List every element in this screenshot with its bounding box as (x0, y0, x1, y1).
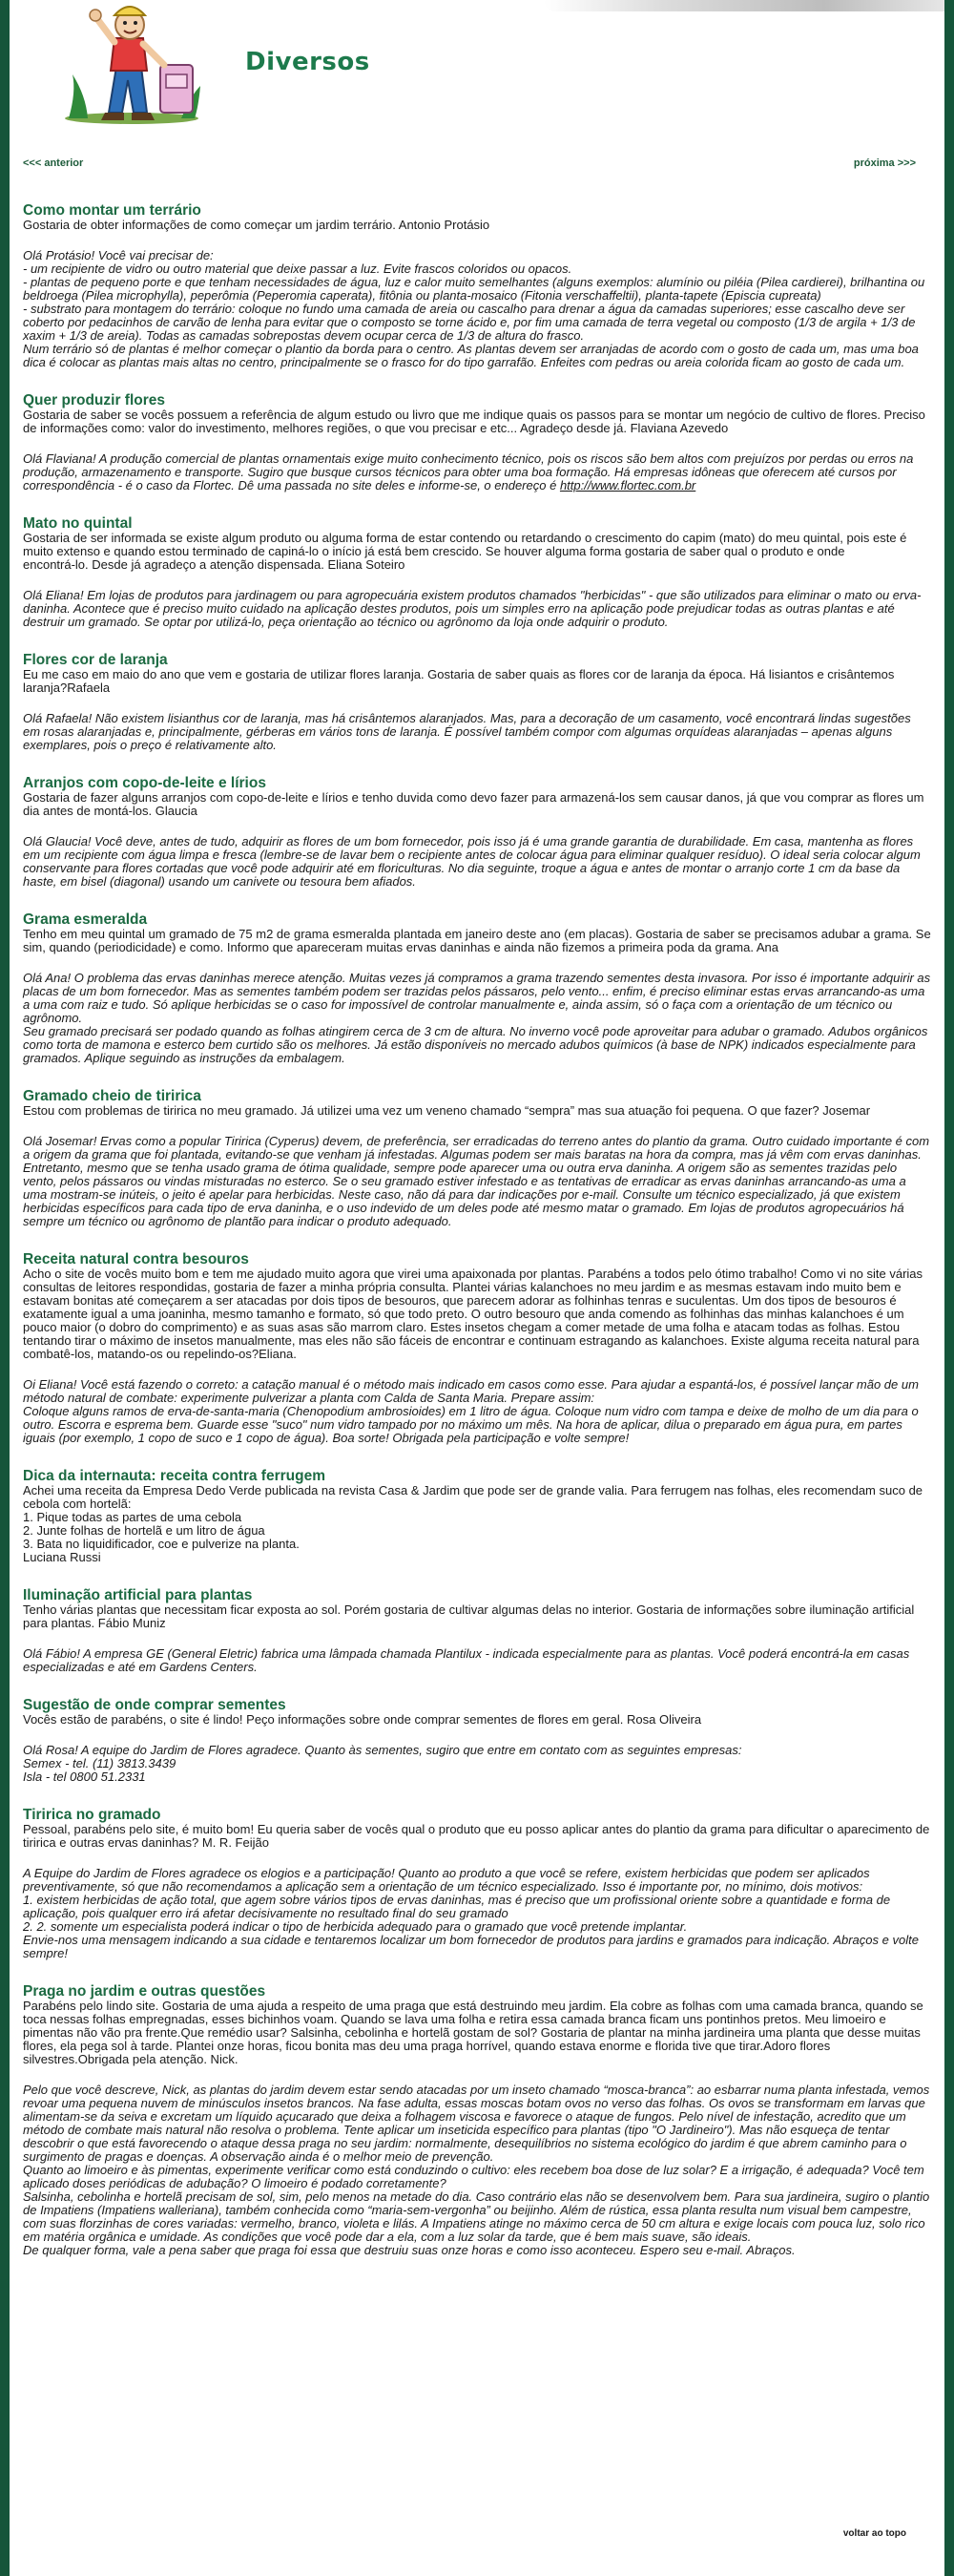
qa-question: Gostaria de ser informada se existe algum produto ou alguma forma de estar contendo ou retardando o crescimento do capim (mato) do meu quintal, pois este é muito extenso e quando estou terminado de capiná-lo o início já está bem crescido. Se houver alguma forma gostaria de saber qual o produto e onde encontrá-lo. Desde já agradeço a atenção dispensada. Eliana Soteiro (23, 531, 907, 572)
qa-answer-text: Olá Flaviana! A produção comercial de plantas ornamentais exige muito conhecimento técnico, pois os riscos são bem altos com prejuízos por perdas ou erros na produção, armazenamento e transporte. Sugiro que busque cursos técnicos para obter uma boa formação. Há empresas idôneas que oferecem até cursos por correspondência - é o caso da Flortec. Dê uma passada no site deles e informe-se, o endereço é (23, 451, 914, 492)
pagination-nav (23, 157, 925, 173)
qa-question: Acho o site de vocês muito bom e tem me ajudado muito agora que virei uma apaixonada por plantas. Parabéns a todos pelo ótimo trabalho! Como vi no site várias consultas de leitores respondidas, gostaria de fazer a minha própria consulta. Plantei várias kalanchoes no meu jardim e as mesmas estavam indo muito bem e estavam bonitas até começarem a ser atacadas por dois tipos de besouros, que parecem adorar as folhinhas tenras e suculentas. Um dos tipos de besouros é exatamente igual a uma joaninha, mesmo tamanho e formato, só que todo preto. O outro besouro que anda comendo as folhinhas das minhas kalanchoes é um pouco maior (o dobro do comprimento) e as suas asas são marrom claro. Estes insetos chegam a comer metade de uma folha e atacam todas as folhas. Estou tentando tirar o máximo de insetos manualmente, mas eles não são fáceis de encontrar e continuam estragando as kalanchoes. Existe alguma receita natural para combatê-los, matando-os ou repelindo-os?Eliana. (23, 1267, 923, 1361)
qa-section-produzir-flores (23, 392, 931, 492)
qa-title: Tiririca no gramado (23, 1807, 161, 1823)
qa-question: Eu me caso em maio do ano que vem e gostaria de utilizar flores laranja. Gostaria de saber quais as flores cor de laranja da época. Há lisiantos e crisântemos laranja?Rafaela (23, 667, 895, 695)
footer (843, 2528, 906, 2539)
qa-list (23, 202, 931, 2280)
qa-section-praga (23, 1983, 931, 2257)
qa-title: Gramado cheio de tiririca (23, 1088, 201, 1104)
qa-section-iluminacao (23, 1587, 931, 1674)
qa-answer: Oi Eliana! Você está fazendo o correto: a catação manual é o método mais indicado em casos como esse. Para ajudar a espantá-los, é possível lançar mão de um método natural de combate: experimente pulverizar a planta com Calda de Santa Maria. Prepare assim: Coloque alguns ramos de erva-de-santa-maria (Chenopodium ambrosioides) em 1 litro de água. Coloque num vidro com tampa e deixe de molho de um dia para o outro. Escorra e esprema bem. Guarde esse "suco" num vidro tampado por no máximo um mês. Na hora de aplicar, dilua o preparado em água pura, em partes iguais (por exemplo, 1 copo de suco e 1 copo de água). Boa sorte! Obrigada pela participação e volte sempre! (23, 1377, 919, 1445)
qa-title: Arranjos com copo-de-leite e lírios (23, 775, 266, 791)
qa-section-arranjos (23, 775, 931, 889)
qa-title: Mato no quintal (23, 515, 133, 532)
qa-title: Flores cor de laranja (23, 652, 168, 668)
qa-section-sementes (23, 1697, 931, 1784)
qa-title: Dica da internauta: receita contra ferrugem (23, 1468, 325, 1484)
qa-question: Gostaria de saber se vocês possuem a referência de algum estudo ou livro que me indique quais os passos para se montar um negócio de cultivo de flores. Preciso de informações como: valor do investimento, melhores regiões, o que vou precisar e etc... Agradeço desde já. Flaviana Azevedo (23, 408, 925, 435)
qa-title: Sugestão de onde comprar sementes (23, 1697, 286, 1713)
qa-question: Gostaria de obter informações de como começar um jardim terrário. Antonio Protásio (23, 218, 490, 232)
qa-section-besouros (23, 1251, 931, 1445)
qa-answer (23, 452, 931, 492)
qa-question: Achei uma receita da Empresa Dedo Verde publicada na revista Casa & Jardim que pode ser de grande valia. Para ferrugem nas folhas, eles recomendam suco de cebola com hortelã: 1. Pique todas as partes de uma cebola 2. Junte folhas de hortelã e um litro de água 3. Bata no liquidificador, coe e pulverize na planta. Luciana Russi (23, 1483, 923, 1564)
qa-question: Tenho várias plantas que necessitam ficar exposta ao sol. Porém gostaria de cultivar algumas delas no interior. Gostaria de informações sobre iluminação artificial para plantas. Fábio Muniz (23, 1602, 915, 1630)
qa-answer: Pelo que você descreve, Nick, as plantas do jardim devem estar sendo atacadas por um inseto chamado “mosca-branca”: ao esbarrar numa planta infestada, vemos revoar uma pequena nuvem de minúsculos insetos brancos. Na fase adulta, essas moscas botam ovos no verso das folhas. Os ovos se transformam em larvas que alimentam-se da seiva e excretam um líquido açucarado que deixa a folhagem viscosa e favorece o ataque de fungos. Pelo nível de infestação, acredito que um método de combate mais natural não resolva o problema. Tente aplicar um inseticida específico para plantas (tipo "O Jardineiro"). Mas não esqueça de tentar descobrir o que está favorecendo o ataque dessa praga no seu jardim: normalmente, desequilíbrios no sistema ecológico do jardim é que abrem caminho para o surgimento de pragas e doenças. A observação ainda é o melhor meio de prevenção. Quanto ao limoeiro e às pimentas, experimente verificar como está conduzindo o cultivo: eles recebem boa dose de luz solar? E a irrigação, é adequada? Você tem aplicado doses periódicas de adubação? O limoeiro é podado corretamente? Salsinha, cebolinha e hortelã precisam de sol, sim, pelo menos na metade do dia. Caso contrário elas não se desenvolvem bem. Para sua jardineira, sugiro o plantio de Impatiens (Impatiens walleriana), também conhecida como “maria-sem-vergonha” ou beijinho. Além de rústica, essa planta resulta num visual bem campestre, com suas florzinhas de cores variadas: vermelho, branco, violeta e lilás. A Impatiens atinge no máximo cerca de 50 cm altura e exige locais com pouca luz, solo rico em matéria orgânica e umidade. As condições que você pode dar a ela, com a luz solar da tarde, que é bem mais suave, são ideais. De qualquer forma, vale a pena saber que praga foi essa que destruiu suas onze horas e como isso aconteceu. Espero seu e-mail. Abraços. (23, 2083, 930, 2257)
qa-question: Tenho em meu quintal um gramado de 75 m2 de grama esmeralda plantada em janeiro deste ano (em placas). Gostaria de saber se precisamos adubar a grama. Se sim, quando (periodicidade) e como. Informo que apareceram muitas ervas daninhas e ainda não fizemos a primeira poda da grama. Ana (23, 927, 931, 954)
qa-title: Quer produzir flores (23, 392, 165, 408)
decorative-ribbon (544, 0, 944, 11)
qa-question: Estou com problemas de tiririca no meu gramado. Já utilizei uma vez um veneno chamado “sempra” mas sua atuação foi pequena. O que fazer? Josemar (23, 1103, 871, 1118)
qa-section-terrario (23, 202, 931, 369)
qa-answer: A Equipe do Jardim de Flores agradece os elogios e a participação! Quanto ao produto a que você se refere, existem herbicidas que podem ser aplicados preventivamente, só que não recomendamos a aplicação sem a orientação de um técnico especializado. Isso é importante por, no mínimo, dois motivos: 1. existem herbicidas de ação total, que agem sobre vários tipos de ervas daninhas, mas é preciso que um profissional oriente sobre a quantidade e forma de aplicação, pois qualquer erro irá afetar decisivamente no resultado final do seu gramado 2. 2. somente um especialista poderá indicar o tipo de herbicida adequado para o gramado que você pretende implantar. Envie-nos uma mensagem indicando a sua cidade e tentaremos localizar um bom fornecedor de produtos para jardins e gramados para indicação. Abraços e volte sempre! (23, 1866, 919, 1960)
qa-section-ferrugem (23, 1468, 931, 1564)
qa-title: Como montar um terrário (23, 202, 201, 219)
header (10, 0, 944, 143)
qa-question: Pessoal, parabéns pelo site, é muito bom! Eu queria saber de vocês qual o produto que eu posso aplicar antes do plantio da grama para dificultar o aparecimento de tiririca e outras ervas daninhas? M. R. Feijão (23, 1822, 930, 1850)
qa-section-gramado-tiririca (23, 1088, 931, 1228)
qa-answer: Olá Glaucia! Você deve, antes de tudo, adquirir as flores de um bom fornecedor, pois isso já é uma grande garantia de durabilidade. Em casa, mantenha as flores em um recipiente com água limpa e fresca (lembre-se de lavar bem o recipiente antes de colocar água para eliminar qualquer resíduo). O ideal seria colocar algum conservante para flores cortadas que você pode adquirir até em floriculturas. No dia seguinte, troque a água e antes de montar o arranjo corte 1 cm da base da haste, em bisel (diagonal) usando um canivete ou tesoura bem afiados. (23, 834, 921, 889)
qa-section-tiririca (23, 1807, 931, 1960)
next-page-link[interactable]: próxima >>> (853, 157, 916, 169)
qa-answer: Olá Rafaela! Não existem lisianthus cor de laranja, mas há crisântemos alaranjados. Mas, para a decoração de um casamento, você encontrará lindas sugestões em rosas alaranjadas e, principalmente, gérberas em vários tons de laranja. É possível também compor com algumas orquídeas alaranjadas – apenas alguns exemplares, pois o preço é relativamente alto. (23, 711, 911, 752)
qa-answer: Olá Eliana! Em lojas de produtos para jardinagem ou para agropecuária existem produtos chamados "herbicidas" - que são utilizados para eliminar o mato ou erva-daninha. Acontece que é preciso muito cuidado na aplicação destes produtos, pois um simples erro na aplicação pode prejudicar todas as outras plantas e até destruir um gramado. Se optar por utilizá-lo, peça orientação ao técnico ou agrônomo da loja onde adquirir o produto. (23, 588, 922, 629)
back-to-top-link[interactable]: voltar ao topo (842, 2528, 906, 2539)
qa-question: Vocês estão de parabéns, o site é lindo! Peço informações sobre onde comprar sementes de flores em geral. Rosa Oliveira (23, 1712, 702, 1727)
qa-title: Praga no jardim e outras questões (23, 1983, 266, 2000)
qa-question: Gostaria de fazer alguns arranjos com copo-de-leite e lírios e tenho duvida como devo fazer para armazená-los sem causar danos, já que vou comprar as flores um dia antes de montá-los. Glaucia (23, 790, 924, 818)
qa-title: Receita natural contra besouros (23, 1251, 249, 1267)
qa-section-mato (23, 515, 931, 629)
qa-answer: Olá Josemar! Ervas como a popular Tiririca (Cyperus) devem, de preferência, ser erradicadas do terreno antes do plantio da grama. Outro cuidado importante é com a origem da grama que foi plantada, evitando-se que venham já infestadas. Algumas podem ser mais baratas na hora da compra, mas já vêm com ervas daninhas. Entretanto, mesmo que se tenha usado grama de ótima qualidade, sempre pode aparecer uma ou outra erva daninha. A origem são as sementes trazidas pelo vento, pelos pássaros ou vindas misturadas no esterco. Se o seu gramado estiver infestado e as tentativas de erradicar as ervas daninhas arrancando-as uma a uma mostram-se inúteis, o jeito é apelar para herbicidas. Neste caso, não dá para dar indicações por e-mail. Consulte um técnico especializado, já que existem herbicidas específicos para cada tipo de erva daninha, e o uso indevido de um deles pode até mesmo matar o gramado. Em lojas de produtos agropecuários há sempre um técnico ou agrônomo de plantão para indicar o produto adequado. (23, 1134, 930, 1228)
qa-title: Grama esmeralda (23, 911, 148, 928)
previous-page-link[interactable]: <<< anterior (23, 157, 84, 169)
qa-answer: Olá Fábio! A empresa GE (General Eletric) fabrica uma lâmpada chamada Plantilux - indicada especialmente para as plantas. Você poderá encontrá-la em casas especializadas e até em Gardens Centers. (23, 1646, 910, 1674)
qa-answer: Olá Protásio! Você vai precisar de: - um recipiente de vidro ou outro material que deixe passar a luz. Evite frascos coloridos ou opacos. - plantas de pequeno porte e que tenham necessidades de água, luz e calor muito semelhantes (alguns exemplos: alumínio ou piléia (Pilea cardierei), brilhantina ou beldroega (Pilea microphylla), peperômia (Peperomia caperata), fitônia ou planta-mosaico (Fitonia verschaffeltii), planta-tapete (Episcia cupreata) - substrato para montagem do terrário: coloque no fundo uma camada de areia ou cascalho para drenar a água da camadas superiores; esse cascalho deve ser coberto por pedacinhos de carvão de lenha para evitar que o composto se torne ácido e, por fim uma camada de terra vegetal ou composto (1/3 de argila + 1/3 de xaxim + 1/3 de areia). Todas as camadas sobrepostas devem ocupar cerca de 1/3 de altura do frasco. Num terrário só de plantas é melhor começar o plantio da borda para o centro. As plantas devem ser arranjadas de acordo com o gosto de cada um, mas uma boa dica é colocar as plantas mais altas no centro, principalmente se o frasco for do tipo garrafão. Enfeites com pedras ou areia colorida ficam ao gosto de cada um. (23, 248, 925, 369)
qa-question: Parabéns pelo lindo site. Gostaria de uma ajuda a respeito de uma praga que está destruindo meu jardim. Ela cobre as folhas com uma camada branca, quando se toca nessas folhas empregnadas, esses bichinhos voam. Quando se lava uma folha e retira essa camada branca ficam uns pontinhos pretos. Meu limoeiro e pimentas não vão pra frente.Que remédio usar? Salsinha, cebolinha e hortelã gostam de sol? Gostaria de plantar na minha jardineira uma planta que desse muitas flores, ela pega sol à tarde. Plantei onze horas, ficou bonita mas deu uma praga horrível, quando estava enorme e florida tive que tirar.Adoro flores silvestres.Obrigada pela atenção. Nick. (23, 1999, 923, 2066)
qa-section-flores-laranja (23, 652, 931, 752)
qa-answer: Olá Ana! O problema das ervas daninhas merece atenção. Muitas vezes já compramos a grama trazendo sementes desta invasora. Por isso é importante adquirir as placas de um bom fornecedor. Mas as sementes também podem ser trazidas pelos pássaros, pelo vento... enfim, é preciso eliminar estas ervas arrancando-as uma a uma com raiz e tudo. Só aplique herbicidas se o caso for impossível de controlar manualmente e, ainda assim, só o faça com a orientação de um técnico ou agrônomo. Seu gramado precisará ser podado quando as folhas atingirem cerca de 3 cm de altura. No inverno você pode aproveitar para adubar o gramado. Adubos orgânicos como torta de mamona e esterco bem curtido são os melhores. Já estão disponíveis no mercado adubos químicos (à base de NPK) indicados especialmente para gramados. Aplique seguindo as instruções da embalagem. (23, 971, 931, 1065)
qa-title: Iluminação artificial para plantas (23, 1587, 253, 1603)
flortec-link[interactable]: http://www.flortec.com.br (559, 478, 696, 492)
gardener-mascot-icon (48, 0, 219, 124)
qa-answer: Olá Rosa! A equipe do Jardim de Flores agradece. Quanto às sementes, sugiro que entre em contato com as seguintes empresas: Semex - tel. (11) 3813.3439 Isla - tel 0800 51.2331 (23, 1743, 742, 1784)
page (10, 0, 944, 2576)
qa-section-grama-esmeralda (23, 911, 931, 1065)
page-title: Diversos (245, 48, 370, 76)
